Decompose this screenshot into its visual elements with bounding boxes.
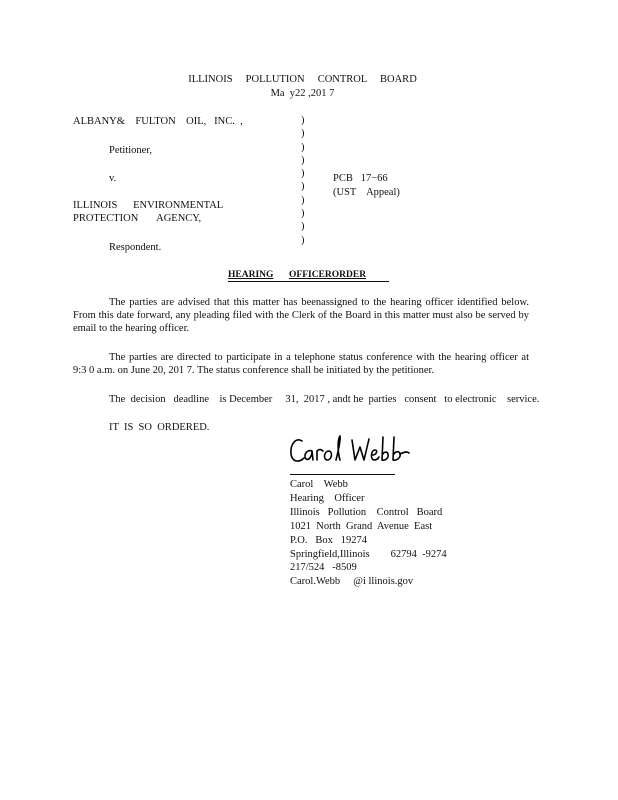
petitioner-name: ALBANY& FULTON OIL, INC. , [73, 116, 243, 127]
paragraph-decision-deadline: The decision deadline is December 31, 2017 , andt he parties consent to electronic service. [109, 394, 540, 405]
order-date: Ma y22 ,201 7 [270, 88, 335, 99]
paren: ) [301, 208, 305, 220]
case-number: PCB 17−66 [333, 173, 388, 184]
signer-email: Carol.Webb @i llinois.gov [290, 576, 414, 587]
signer-organization: Illinois Pollution Control Board [290, 507, 443, 518]
signer-city: Springfield,Illinois 62794 -9274 [290, 549, 447, 560]
signer-title: Hearing Officer [290, 493, 365, 504]
board-name-heading: ILLINOIS POLLUTION CONTROL BOARD [188, 74, 417, 85]
handwritten-signature [288, 432, 413, 472]
paragraph-status-conference: The parties are directed to participate in a telephone status conference with the hearing officer at 9:3 0 a.m. on June 20, 201 7. The status conference shall be initiated by the petitioner. [73, 352, 529, 376]
respondent-name-line2: PROTECTION AGENCY, [73, 213, 202, 224]
respondent-role: Respondent. [109, 242, 162, 253]
order-title-part2: OFFICERORDER [289, 270, 367, 280]
paren: ) [301, 234, 305, 246]
paren: ) [301, 141, 305, 153]
case-type: (UST Appeal) [333, 187, 400, 198]
signer-name: Carol Webb [290, 479, 348, 490]
paragraph-so-ordered: IT IS SO ORDERED. [109, 422, 210, 433]
order-title-part1: HEARING [228, 270, 274, 280]
petitioner-role: Petitioner, [109, 145, 153, 156]
caption-parentheses [301, 114, 305, 247]
signature-line [290, 474, 395, 475]
paren: ) [301, 128, 305, 140]
order-title-underline [228, 281, 389, 282]
paren: ) [301, 221, 305, 233]
respondent-name-line1: ILLINOIS ENVIRONMENTAL [73, 200, 224, 211]
paren: ) [301, 115, 305, 126]
signer-po-box: P.O. Box 19274 [290, 535, 368, 546]
paren: ) [301, 154, 305, 166]
signer-street: 1021 North Grand Avenue East [290, 521, 433, 532]
signer-phone: 217/524 -8509 [290, 562, 357, 573]
paren: ) [301, 194, 305, 206]
paren: ) [301, 168, 305, 180]
versus-label: v. [109, 173, 117, 184]
paragraph-assignment: The parties are advised that this matter has beenassigned to the hearing officer identified below. From this date forward, any pleading filed with the Clerk of the Board in this matter must also be served by email to the hearing officer. [73, 297, 529, 334]
paren: ) [301, 181, 305, 193]
